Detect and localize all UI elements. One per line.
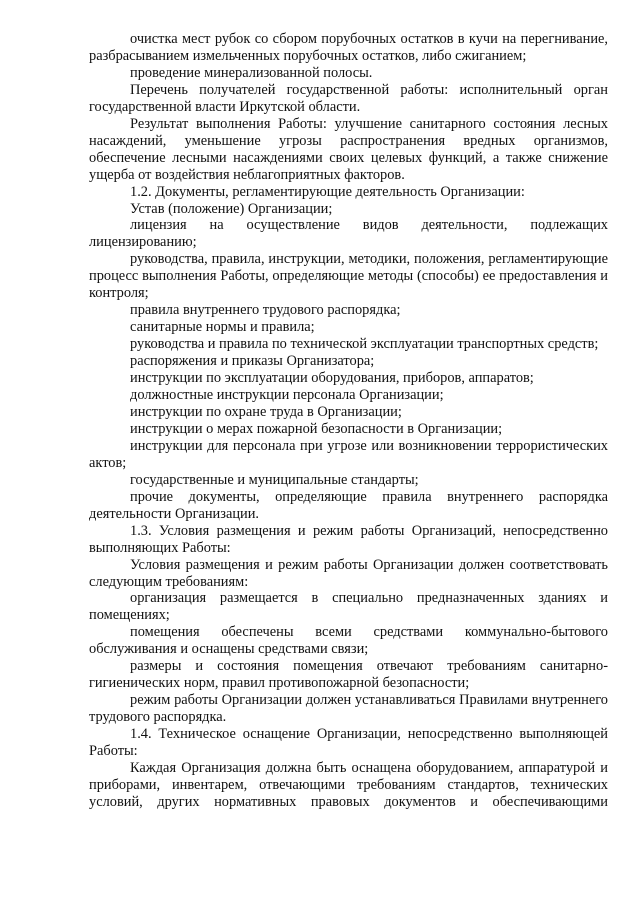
paragraph: Перечень получателей государственной работы: исполнительный орган государственной власти Иркутской области. [89,81,608,115]
paragraph: очистка мест рубок со сбором порубочных остатков в кучи на перегнивание, разбрасыванием измельченных порубочных остатков, либо сжиганием; [89,31,608,64]
section-heading: 1.3. Условия размещения и режим работы Организаций, непосредственно выполняющих Работы: [89,522,608,556]
paragraph: руководства, правила, инструкции, методики, положения, регламентирующие процесс выполнения Работы, определяющие методы (способы) ее предоставления и контроля; [89,251,608,302]
paragraph: режим работы Организации должен устанавливаться Правилами внутреннего трудового распорядка. [89,692,608,726]
paragraph: инструкции по эксплуатации оборудования, приборов, аппаратов; [130,370,534,387]
paragraph: лицензия на осуществление видов деятельности, подлежащих лицензированию; [89,217,608,251]
paragraph: организация размещается в специально предназначенных зданиях и помещениях; [89,590,608,624]
paragraph: прочие документы, определяющие правила внутреннего распорядка деятельности Организации. [89,488,608,522]
paragraph: должностные инструкции персонала Организации; [130,387,444,404]
paragraph: Каждая Организация должна быть оснащена оборудованием, аппаратурой и приборами, инвентарем, отвечающими требованиям стандартов, технических условий, других нормативных правовых документов и обеспечивающими [89,759,608,810]
paragraph: инструкции для персонала при угрозе или возникновении террористических актов; [89,437,608,471]
section-heading: 1.4. Техническое оснащение Организации, непосредственно выполняющей Работы: [89,726,608,760]
paragraph: Устав (положение) Организации; [130,200,333,217]
section-heading: 1.2. Документы, регламентирующие деятельность Организации: [130,183,525,200]
paragraph: помещения обеспечены всеми средствами коммунально-бытового обслуживания и оснащены средствами связи; [89,624,608,658]
paragraph: распоряжения и приказы Организатора; [130,353,375,370]
paragraph: санитарные нормы и правила; [130,319,315,336]
paragraph: правила внутреннего трудового распорядка; [130,302,401,319]
paragraph: размеры и состояния помещения отвечают требованиям санитарно-гигиенических норм, правил противопожарной безопасности; [89,658,608,692]
paragraph: Условия размещения и режим работы Организации должен соответствовать следующим требованиям: [89,556,608,590]
paragraph: проведение минерализованной полосы. [130,64,373,81]
paragraph: государственные и муниципальные стандарты; [130,471,419,488]
paragraph: инструкции по охране труда в Организации; [130,403,402,420]
paragraph: руководства и правила по технической эксплуатации транспортных средств; [130,336,599,353]
paragraph: инструкции о мерах пожарной безопасности в Организации; [130,420,503,437]
paragraph: Результат выполнения Работы: улучшение санитарного состояния лесных насаждений, уменьшение угрозы распространения вредных организмов, обеспечение лесными насаждениями своих целевых функций, а также снижение ущерба от воздействия неблагоприятных факторов. [89,115,608,183]
